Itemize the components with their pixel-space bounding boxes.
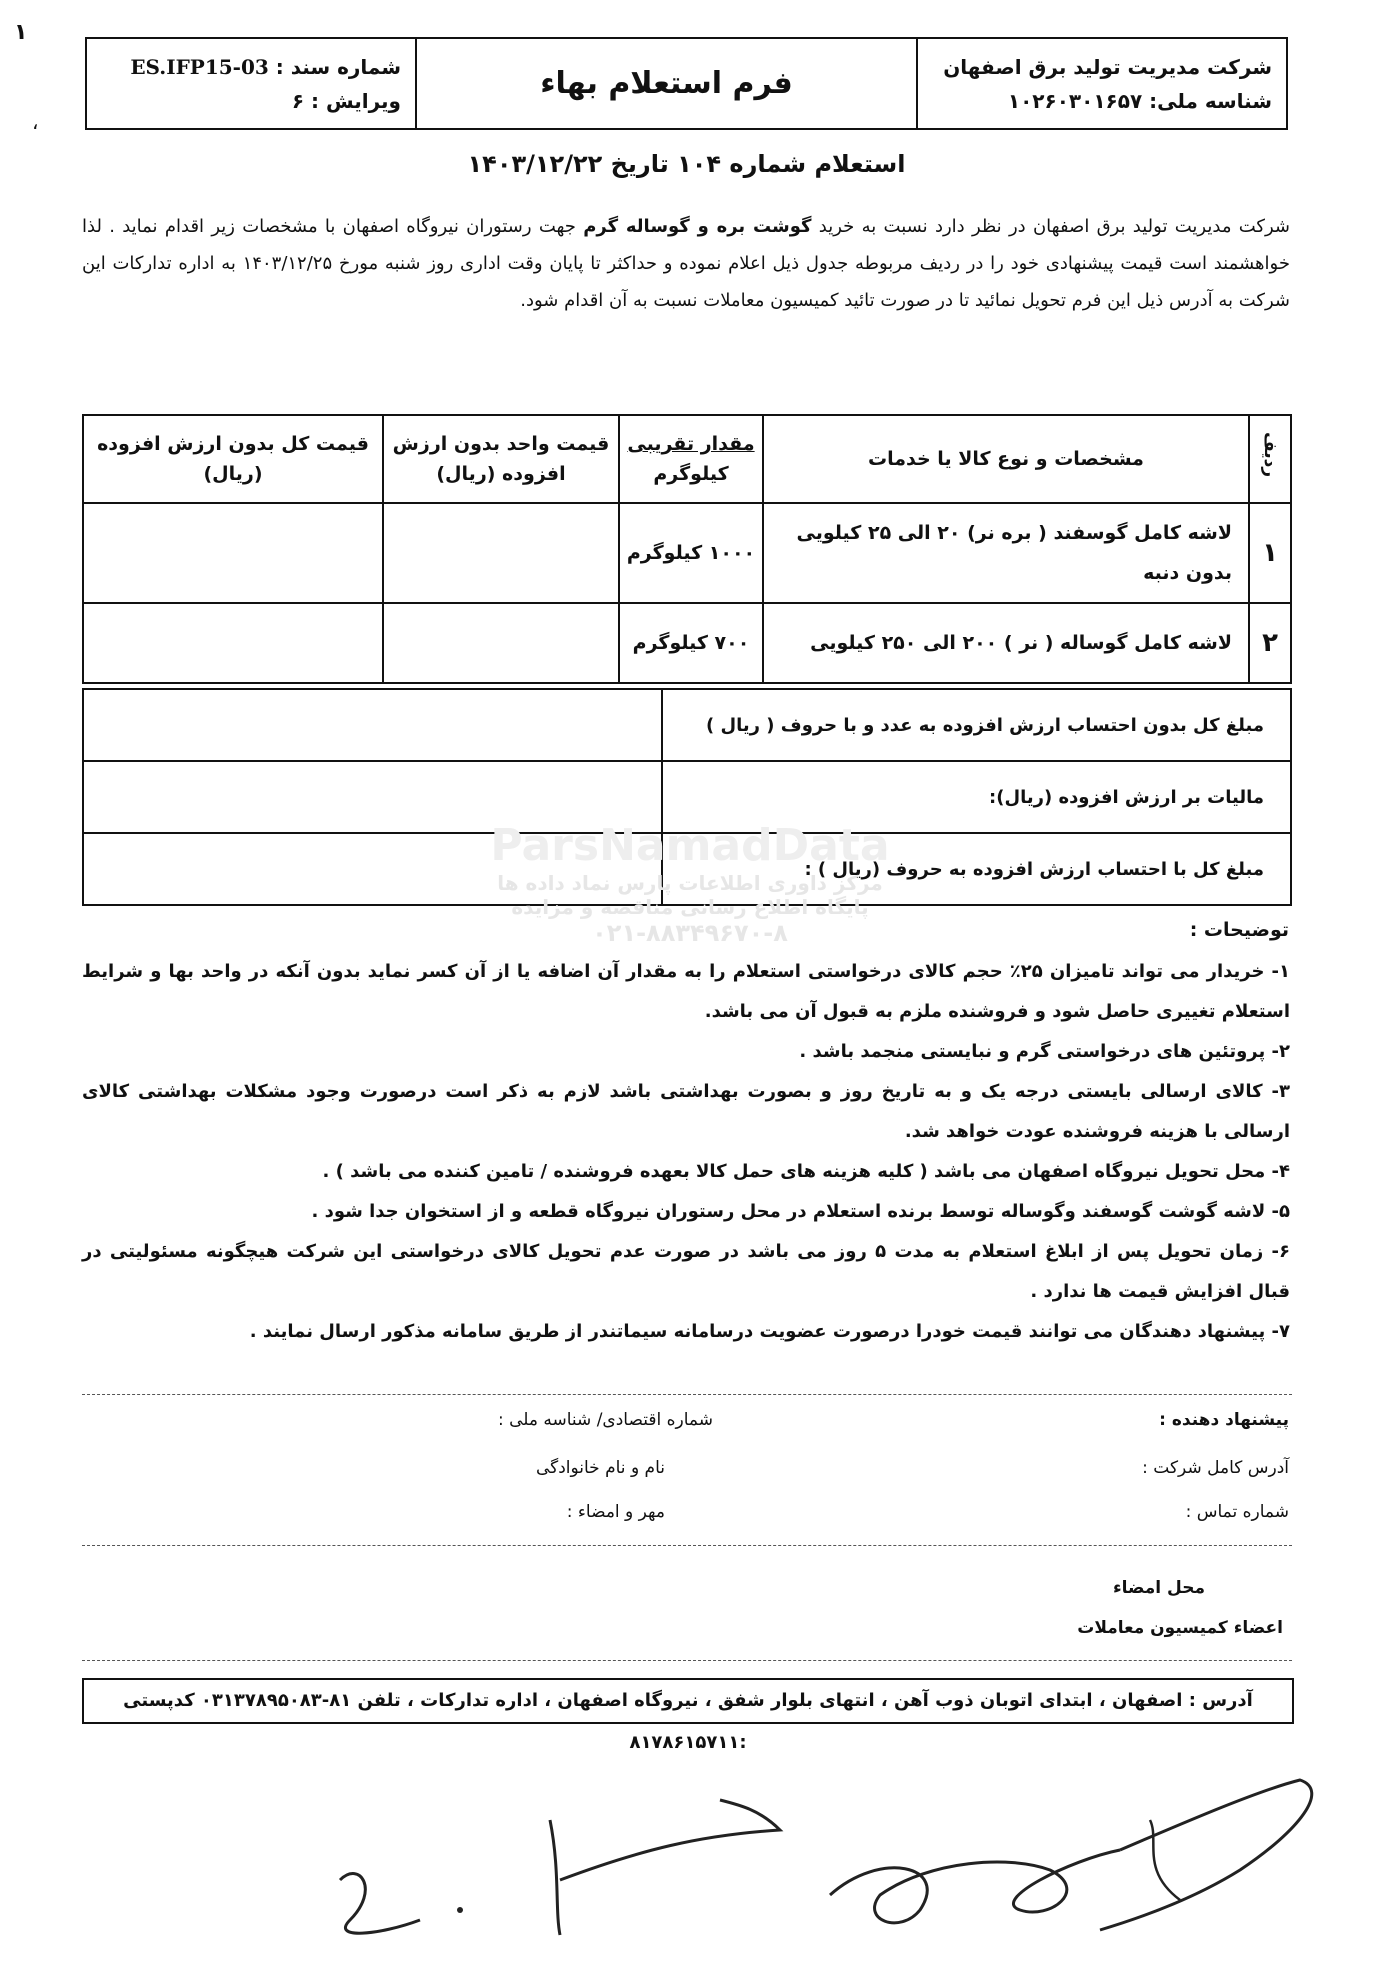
national-id: شناسه ملی: ۱۰۲۶۰۳۰۱۶۵۷ [1007,88,1272,113]
item-qty: ۷۰۰ کیلوگرم [619,603,763,683]
notes-title: توضیحات : [1189,919,1289,941]
item-qty: ۱۰۰۰ کیلوگرم [619,503,763,603]
watermark-line2: پایگاه اطلاع رسانی مناقصه و مزایده [511,895,869,919]
commission-members-label: اعضاء کمیسیون معاملات [1077,1618,1283,1638]
watermark-phone: ۰۲۱-۸۸۳۴۹۶۷۰-۸ [592,919,788,947]
intro-text-start: شرکت مدیریت تولید برق اصفهان در نظر دارد نسبت به خرید [811,216,1290,237]
item-description: لاشه کامل گوساله ( نر ) ۲۰۰ الی ۲۵۰ کیلویی [763,603,1249,683]
divider [82,1660,1292,1661]
row-number: ۲ [1249,603,1291,683]
doc-number-label: شماره سند : [275,54,401,79]
total-price-cell[interactable] [83,503,383,603]
total-without-vat-label: مبلغ کل بدون احتساب ارزش افزوده به عدد و با حروف ( ریال ) [662,689,1291,761]
inquiry-title: استعلام شماره ۱۰۴ تاریخ ۱۴۰۳/۱۲/۲۲ [467,150,906,178]
col-row-header: ردیف [1249,415,1291,503]
revision: ویرایش : ۶ [291,88,401,113]
economic-id-label: شماره اقتصادی/ شناسه ملی : [497,1410,713,1430]
note-item: ۷- پیشنهاد دهندگان می توانند قیمت خودرا درصورت عضویت درسامانه سیماتندر از طریق سامانه مذکور ارسال نمایند . [249,1321,1290,1342]
form-header [85,37,1288,130]
company-name: شرکت مدیریت تولید برق اصفهان [943,54,1272,79]
signature-stroke-2 [550,1820,560,1935]
table-row [83,503,1291,603]
note-item: ۱- خریدار می تواند تامیزان ۲۵٪ حجم کالای درخواستی استعلام را به مقدار آن اضافه یا از آن کسر نماید بدون آنکه در واحد بها و شرایط استعلام تغییری حاصل شود و فروشنده ملزم به قبول آن می باشد. [82,961,1291,1022]
divider [82,1394,1292,1395]
row-number: ۱ [1249,503,1291,603]
total-with-vat-label: مبلغ کل با احتساب ارزش افزوده به حروف (ریال ) : [662,833,1291,905]
signature-place-label: محل امضاء [1112,1578,1205,1598]
unit-price-cell[interactable] [383,603,619,683]
signature-stroke-5 [1100,1780,1312,1930]
note-item: ۳- کالای ارسالی بایستی درجه یک و به تاریخ روز و بصورت بهداشتی باشد لازم به ذکر است درصورت وجود مشکلات بهداشتی کالای ارسالی با هزینه فروشنده عودت خواهد شد. [82,1081,1290,1142]
signature-stroke-3 [560,1800,780,1880]
divider [82,1545,1292,1546]
footer-address: آدرس : اصفهان ، ابتدای اتوبان ذوب آهن ، انتهای بلوار شفق ، نیروگاه اصفهان ، اداره تدارکات ، تلفن ۸۱-۰۳۱۳۷۸۹۵۰۸۳ کدپستی :۸۱۷۸۶۱۵۷۱۱ [82,1678,1294,1724]
seal-label: مهر و امضاء : [566,1502,665,1522]
signature-dot [457,1907,463,1913]
col-qty-header: مقدار تقریبی کیلوگرم [619,415,763,503]
col-total-price-header: قیمت کل بدون ارزش افزوده (ریال) [83,415,383,503]
col-description-header: مشخصات و نوع کالا یا خدمات [763,415,1249,503]
intro-text-bold: گوشت بره و گوساله گرم [583,216,812,237]
phone-label: شماره تماس : [1185,1502,1289,1522]
signature-stroke-4 [830,1850,1120,1923]
watermark-line1: مرکز داوری اطلاعات پارس نماد داده ها [497,871,883,895]
note-item: ۴- محل تحویل نیروگاه اصفهان می باشد ( کلیه هزینه های حمل کالا بعهده فروشنده / تامین کننده می باشد ) . [322,1161,1290,1182]
intro-paragraph [82,208,1290,319]
signature-stroke-1 [340,1874,420,1934]
note-item: ۵- لاشه گوشت گوسفند وگوساله توسط برنده استعلام در محل رستوران نیروگاه قطعه و از استخوان جدا شود . [311,1201,1290,1222]
form-title: فرم استعلام بهاء [416,38,917,129]
vat-label: مالیات بر ارزش افزوده (ریال): [662,761,1291,833]
notes-list [82,952,1290,1352]
margin-mark-top: ۱ [14,20,28,45]
address-label: آدرس کامل شرکت : [1142,1458,1289,1478]
totals-row [83,689,1291,761]
note-item: ۲- پروتئین های درخواستی گرم و نبایستی منجمد باشد . [799,1041,1290,1062]
handwritten-signatures [0,1760,1373,1960]
doc-number: ES.IFP15-03 [130,54,269,79]
intro-text-end: جهت رستوران نیروگاه اصفهان با مشخصات زیر اقدام نماید . لذا خواهشمند است قیمت پیشنهادی خود را در ردیف مربوطه جدول ذیل اعلام نموده و حداکثر تا پایان وقت اداری روز شنبه مورخ ۱۴۰۳/۱۲/۲۵ به اداره تدارکات این شرکت به آدرس ذیل این فرم تحویل نمائید تا در صورت تائید کمیسیون معاملات نسبت به آن اقدام شود. [82,216,1290,311]
unit-price-cell[interactable] [383,503,619,603]
bidder-label: پیشنهاد دهنده : [1159,1410,1289,1430]
table-row [83,603,1291,683]
header-company-cell [917,38,1287,129]
watermark-brand: ParsNamadData [490,820,890,871]
items-header-row [83,415,1291,503]
header-doc-cell [86,38,416,129]
full-name-label: نام و نام خانوادگی [535,1458,665,1478]
note-item: ۶- زمان تحویل پس از ابلاغ استعلام به مدت ۵ روز می باشد در صورت عدم تحویل کالای درخواستی این شرکت هیچگونه مسئولیتی در قبال افزایش قیمت ها ندارد . [82,1241,1291,1302]
total-without-vat-value[interactable] [83,689,662,761]
item-description: لاشه کامل گوسفند ( بره نر) ۲۰ الی ۲۵ کیلویی بدون دنبه [763,503,1249,603]
col-unit-price-header: قیمت واحد بدون ارزش افزوده (ریال) [383,415,619,503]
total-price-cell[interactable] [83,603,383,683]
margin-mark-comma: ، [32,110,39,134]
items-table [82,414,1292,684]
